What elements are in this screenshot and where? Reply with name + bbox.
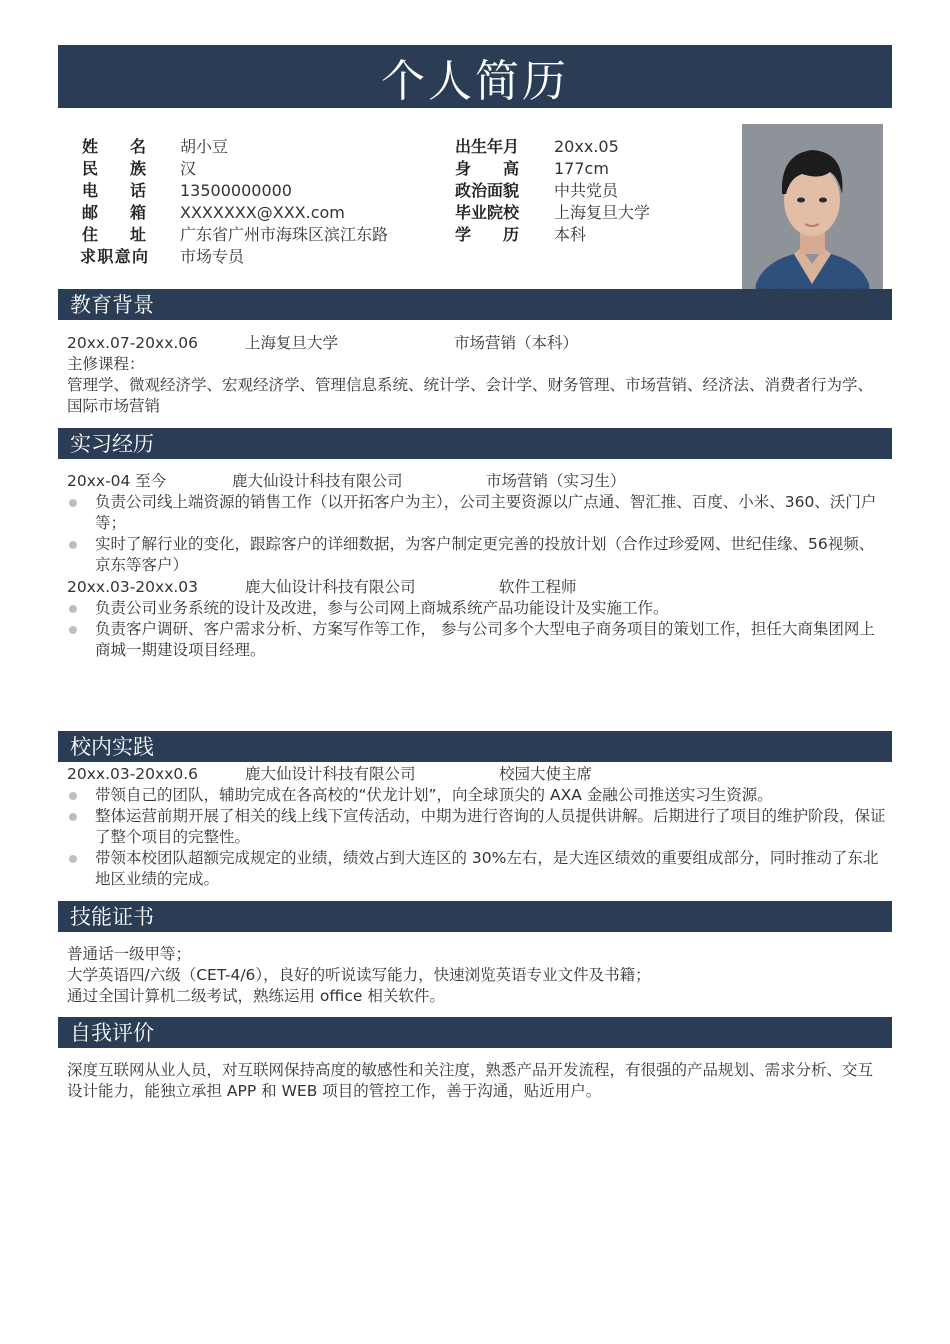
value-ethnicity: 汉 — [180, 159, 197, 178]
bullet-dot — [69, 813, 77, 821]
job-2-company: 鹿大仙设计科技有限公司 — [245, 578, 416, 596]
list-item — [67, 619, 887, 661]
job-1-company: 鹿大仙设计科技有限公司 — [232, 472, 403, 490]
education-school: 上海复旦大学 — [245, 334, 339, 352]
bullet-dot — [69, 792, 77, 800]
value-degree: 本科 — [554, 225, 587, 244]
campus-bullets — [67, 785, 887, 890]
value-height: 177cm — [554, 159, 609, 178]
skill-line-1: 普通话一级甲等； — [67, 945, 192, 963]
section-campus — [58, 731, 892, 762]
label-birth: 出生年月 — [455, 137, 520, 156]
section-internship — [58, 428, 892, 459]
job-1-bullets — [67, 492, 887, 576]
self-evaluation-text: 深度互联网从业人员，对互联网保持高度的敏感性和关注度，熟悉产品开发流程，有很强的产品规划、需求分析、交互设计能力，能独立承担 APP 和 WEB 项目的管控工作，善于沟通，贴近用户。 — [67, 1061, 874, 1100]
skill-line-2: 大学英语四/六级（CET-4/6），良好的听说读写能力，快速浏览英语专业文件及书籍； — [67, 966, 651, 984]
list-item — [67, 534, 887, 576]
job-2-bullets — [67, 598, 887, 661]
section-self-title: 自我评价 — [70, 1021, 154, 1045]
courses-text: 管理学、微观经济学、宏观经济学、管理信息系统、统计学、会计学、财务管理、市场营销、经济法、消费者行为学、国际市场营销 — [67, 376, 874, 415]
value-birth: 20xx.05 — [554, 137, 619, 156]
label-address: 住址 — [82, 225, 146, 244]
list-item — [67, 598, 887, 619]
value-address: 广东省广州市海珠区滨江东路 — [180, 225, 389, 244]
section-self-evaluation — [58, 1017, 892, 1048]
label-politics: 政治面貌 — [455, 181, 520, 200]
value-politics: 中共党员 — [554, 181, 619, 200]
value-objective: 市场专员 — [180, 247, 245, 266]
label-height: 身高 — [455, 159, 519, 178]
bullet-text: 实时了解行业的变化，跟踪客户的详细数据，为客户制定更完善的投放计划（合作过珍爱网、世纪佳缘、56视频、京东等客户） — [95, 535, 875, 574]
page-title: 个人简历 — [58, 45, 892, 108]
list-item — [67, 492, 887, 534]
label-name: 姓名 — [82, 137, 146, 156]
bullet-dot — [69, 626, 77, 634]
value-phone: 13500000000 — [180, 181, 292, 200]
bullet-text: 负责公司业务系统的设计及改进，参与公司网上商城系统产品功能设计及实施工作。 — [95, 599, 669, 617]
section-internship-title: 实习经历 — [70, 432, 154, 456]
section-skills-title: 技能证书 — [70, 905, 154, 929]
job-1-role: 市场营销（实习生） — [486, 472, 626, 490]
bullet-text: 负责公司线上端资源的销售工作（以开拓客户为主），公司主要资源以广点通、智汇推、百度、小米、360、沃门户等； — [95, 493, 877, 532]
education-major: 市场营销（本科） — [454, 334, 579, 352]
label-phone: 电话 — [82, 181, 146, 200]
section-skills — [58, 901, 892, 932]
bullet-text: 整体运营前期开展了相关的线上线下宣传活动，中期为进行咨询的人员提供讲解。后期进行了项目的维护阶段，保证了整个项目的完整性。 — [95, 807, 886, 846]
value-email: XXXXXXX@XXX.com — [180, 203, 345, 222]
label-email: 邮箱 — [82, 203, 146, 222]
label-school: 毕业院校 — [455, 203, 520, 222]
bullet-text: 带领自己的团队，辅助完成在各高校的“伏龙计划”，向全球顶尖的 AXA 金融公司推送实习生资源。 — [95, 786, 773, 804]
value-school: 上海复旦大学 — [554, 203, 651, 222]
campus-company: 鹿大仙设计科技有限公司 — [245, 765, 416, 783]
bullet-text: 负责客户调研、客户需求分析、方案写作等工作， 参与公司多个大型电子商务项目的策划工作，担任大商集团网上商城一期建设项目经理。 — [95, 620, 875, 659]
campus-role: 校园大使主席 — [499, 765, 593, 783]
job-1-period: 20xx-04 至今 — [67, 472, 167, 490]
list-item — [67, 806, 887, 848]
bullet-text: 带领本校团队超额完成规定的业绩，绩效占到大连区的 30%左右，是大连区绩效的重要组成部分，同时推动了东北地区业绩的完成。 — [95, 849, 879, 888]
bullet-dot — [69, 855, 77, 863]
job-2-role: 软件工程师 — [499, 578, 577, 596]
section-education — [58, 289, 892, 320]
label-objective: 求职意向 — [80, 247, 148, 266]
education-period: 20xx.07-20xx.06 — [67, 334, 199, 352]
job-2-period: 20xx.03-20xx.03 — [67, 578, 199, 596]
campus-period: 20xx.03-20xx0.6 — [67, 765, 199, 783]
section-campus-title: 校内实践 — [70, 735, 154, 759]
section-education-title: 教育背景 — [70, 293, 154, 317]
value-name: 胡小豆 — [180, 137, 229, 156]
list-item — [67, 848, 887, 890]
label-ethnicity: 民族 — [82, 159, 146, 178]
courses-label: 主修课程： — [67, 355, 145, 373]
list-item — [67, 785, 887, 806]
skill-line-3: 通过全国计算机二级考试，熟练运用 office 相关软件。 — [67, 987, 445, 1005]
label-degree: 学历 — [455, 225, 519, 244]
bullet-dot — [69, 541, 77, 549]
bullet-dot — [69, 499, 77, 507]
bullet-dot — [69, 605, 77, 613]
